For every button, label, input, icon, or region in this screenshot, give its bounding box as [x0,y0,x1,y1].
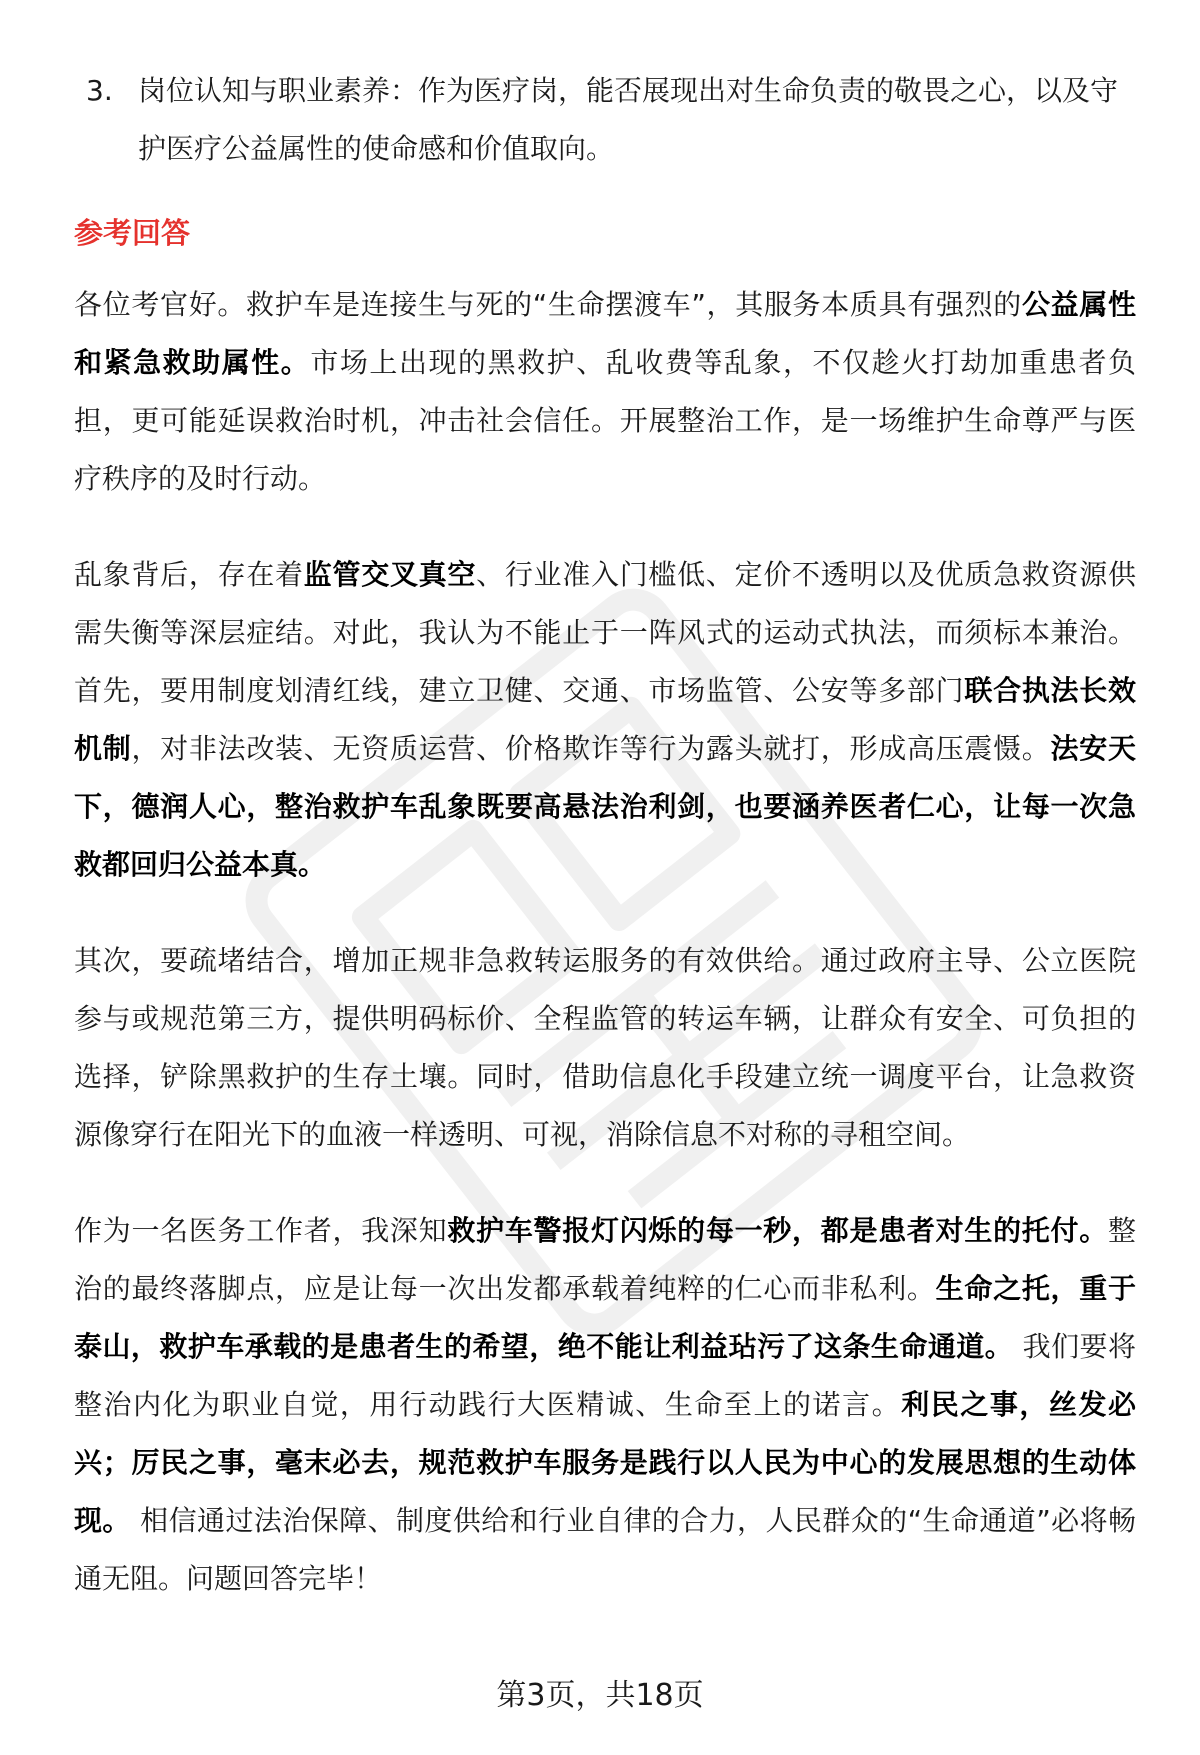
list-number: 3. [86,74,113,107]
answer-paragraph [74,546,1136,894]
paragraph-text: 整治的最终落脚点，应是让每一次出发都承载着纯粹的仁心而非私利。 [74,1214,1136,1305]
answer-paragraph [74,932,1136,1164]
answer-paragraph [74,276,1136,508]
paragraph-text: 其次，要疏堵结合，增加正规非急救转运服务的有效供给。通过政府主导、公立医院参与或规范第三方，提供明码标价、全程监管的转运车辆，让群众有安全、可负担的选择，铲除黑救护的生存土壤。同时，借助信息化手段建立统一调度平台，让急救资源像穿行在阳光下的血液一样透明、可视，消除信息不对称的寻租空间。 [74,944,1136,1151]
numbered-list-item [74,62,1136,178]
paragraph-text: ，对非法改装、无资质运营、价格欺诈等行为露头就打，形成高压震慑。 [131,732,1051,765]
document-content [74,62,1136,1608]
emphasis-text: 法安天下，德润人心，整治救护车乱象既要高悬法治利剑，也要涵养医者仁心，让每一次急救都回归公益本真。 [74,732,1136,881]
emphasis-text: 公益属性和紧急救助属性。 [74,288,1136,379]
paragraph-text: 市场上出现的黑救护、乱收费等乱象，不仅趁火打劫加重患者负担，更可能延误救治时机，冲击社会信任。开展整治工作，是一场维护生命尊严与医疗秩序的及时行动。 [74,346,1136,495]
paragraph-text: 各位考官好。救护车是连接生与死的“生命摆渡车”，其服务本质具有强烈的 [74,288,1022,321]
emphasis-text: 救护车警报灯闪烁的每一秒，都是患者对生的托付。 [447,1214,1108,1247]
paragraph-text: 相信通过法治保障、制度供给和行业自律的合力，人民群众的“生命通道”必将畅通无阻。问题回答完毕！ [74,1504,1136,1595]
section-heading: 参考回答 [74,216,191,250]
emphasis-text: 联合执法长效机制 [74,674,1136,765]
paragraph-text: 、行业准入门槛低、定价不透明以及优质急救资源供需失衡等深层症结。对此，我认为不能止于一阵风式的运动式执法，而须标本兼治。首先，要用制度划清红线，建立卫健、交通、市场监管、公安等多部门 [74,558,1136,707]
answer-paragraph [74,1202,1136,1608]
emphasis-text: 监管交叉真空 [303,558,477,591]
paragraph-text: 乱象背后，存在着 [74,558,304,591]
paragraph-text: 作为一名医务工作者，我深知 [74,1214,448,1247]
answer-body [74,276,1136,1608]
emphasis-text: 利民之事，丝发必兴；厉民之事，毫末必去，规范救护车服务是践行以人民为中心的发展思想的生动体现。 [74,1388,1136,1537]
emphasis-text: 生命之托，重于泰山，救护车承载的是患者生的希望，绝不能让利益玷污了这条生命通道。 [74,1272,1136,1363]
page-number-footer: 第3页，共18页 [496,1678,704,1713]
paragraph-text: 我们要将整治内化为职业自觉，用行动践行大医精诚、生命至上的诺言。 [74,1330,1136,1421]
list-text: 岗位认知与职业素养：作为医疗岗，能否展现出对生命负责的敬畏之心，以及守护医疗公益属性的使命感和价值取向。 [138,74,1119,165]
